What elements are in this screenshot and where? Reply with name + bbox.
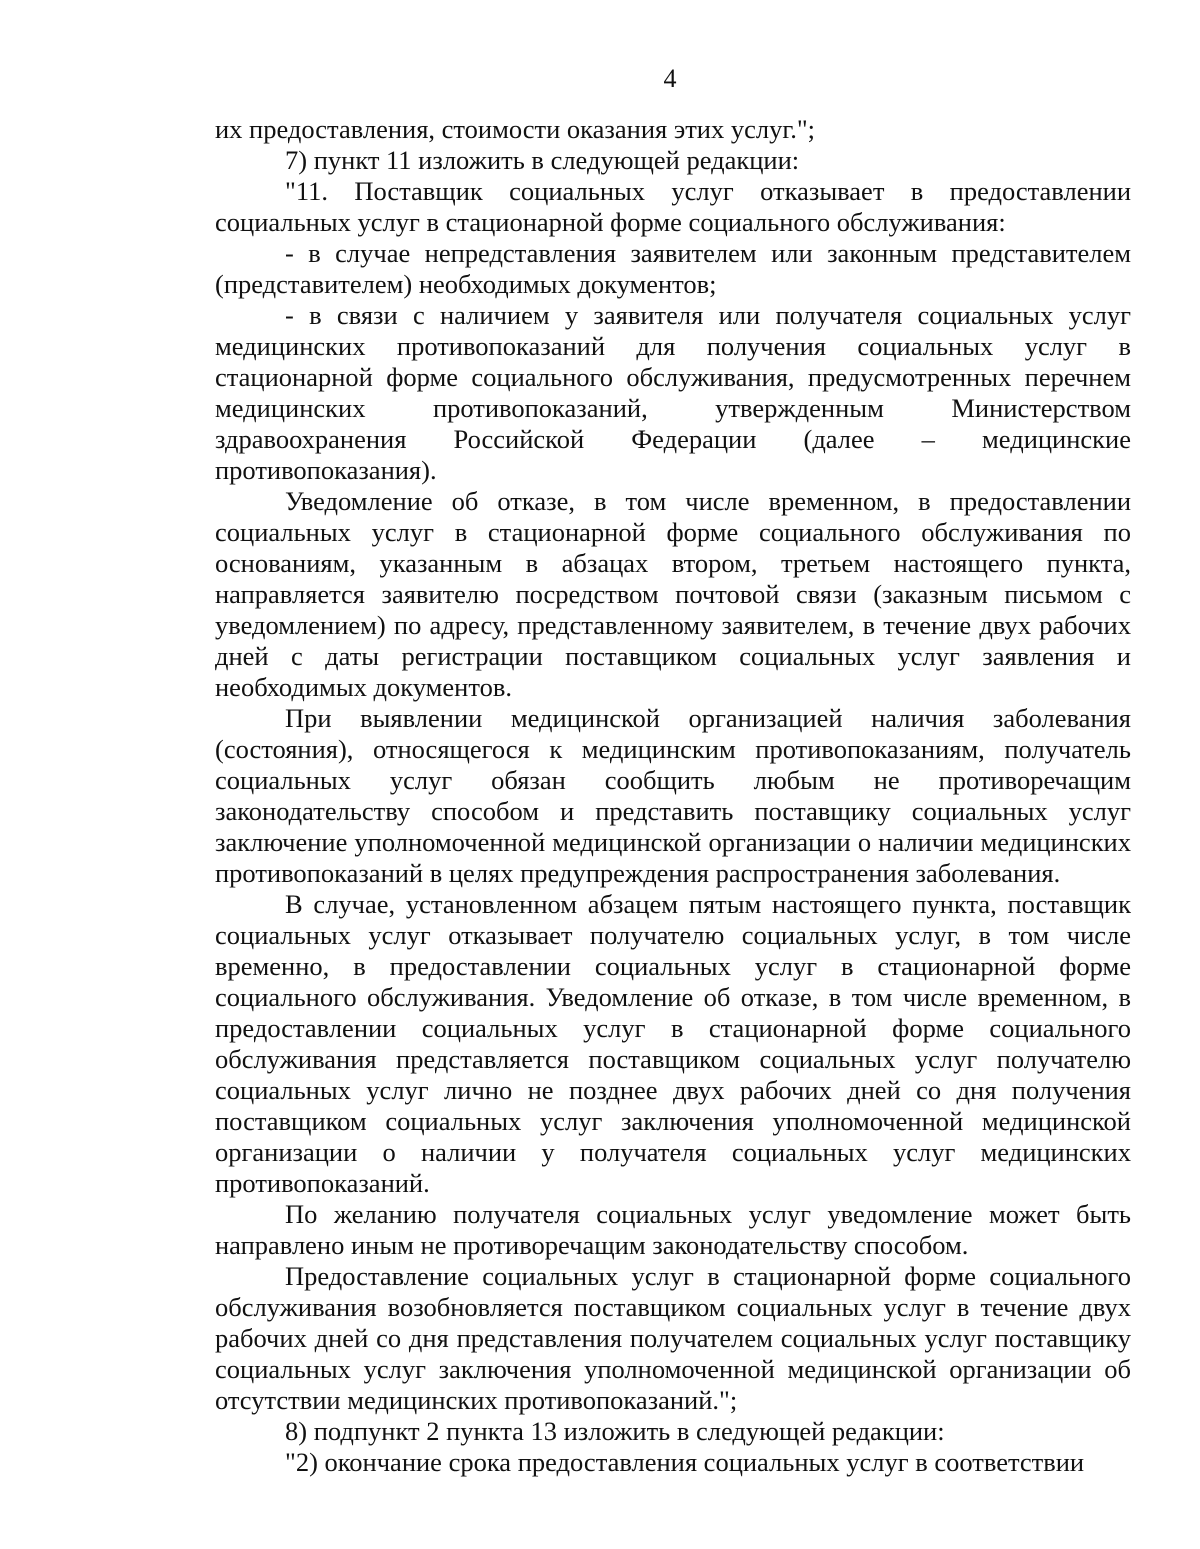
paragraph: В случае, установленном абзацем пятым настоящего пункта, поставщик социальных услуг отказывает получателю социальных услуг, в том числе временно, в предоставлении социальных услуг в стационарной форме социального обслуживания. Уведомление об отказе, в том числе временном, в предоставлении социальных услуг в стационарной форме социального обслуживания представляется поставщиком социальных услуг получателю социальных услуг лично не позднее двух рабочих дней со дня получения поставщиком социальных услуг заключения уполномоченной медицинской организации о наличии у получателя социальных услуг медицинских противопоказаний. [215,889,1131,1198]
paragraph: 8) подпункт 2 пункта 13 изложить в следующей редакции: [285,1416,945,1446]
paragraph: 7) пункт 11 изложить в следующей редакции: [285,145,800,175]
paragraph: "2) окончание срока предоставления социальных услуг в соответствии [285,1447,1085,1477]
paragraph: - в случае непредставления заявителем или законным представителем (представителем) необходимых документов; [215,238,1131,299]
page-number: 4 [663,64,677,93]
document-body [215,114,1131,1478]
paragraph: Предоставление социальных услуг в стационарной форме социального обслуживания возобновляется поставщиком социальных услуг в течение двух рабочих дней со дня представления получателем социальных услуг поставщику социальных услуг заключения уполномоченной медицинской организации об отсутствии медицинских противопоказаний."; [215,1261,1131,1415]
paragraph: При выявлении медицинской организацией наличия заболевания (состояния), относящегося к медицинским противопоказаниям, получатель социальных услуг обязан сообщить любым не противоречащим законодательству способом и представить поставщику социальных услуг заключение уполномоченной медицинской организации о наличии медицинских противопоказаний в целях предупреждения распространения заболевания. [215,703,1131,888]
paragraph: "11. Поставщик социальных услуг отказывает в предоставлении социальных услуг в стационарной форме социального обслуживания: [215,176,1131,237]
paragraph: их предоставления, стоимости оказания этих услуг."; [215,114,816,144]
paragraph: - в связи с наличием у заявителя или получателя социальных услуг медицинских противопоказаний для получения социальных услуг в стационарной форме социального обслуживания, предусмотренных перечнем медицинских противопоказаний, утвержденным Министерством здравоохранения Российской Федерации (далее – медицинские противопоказания). [215,300,1131,485]
paragraph: Уведомление об отказе, в том числе временном, в предоставлении социальных услуг в стационарной форме социального обслуживания по основаниям, указанным в абзацах втором, третьем настоящего пункта, направляется заявителю посредством почтовой связи (заказным письмом с уведомлением) по адресу, представленному заявителем, в течение двух рабочих дней с даты регистрации поставщиком социальных услуг заявления и необходимых документов. [215,486,1131,702]
paragraph: По желанию получателя социальных услуг уведомление может быть направлено иным не противоречащим законодательству способом. [215,1199,1131,1260]
